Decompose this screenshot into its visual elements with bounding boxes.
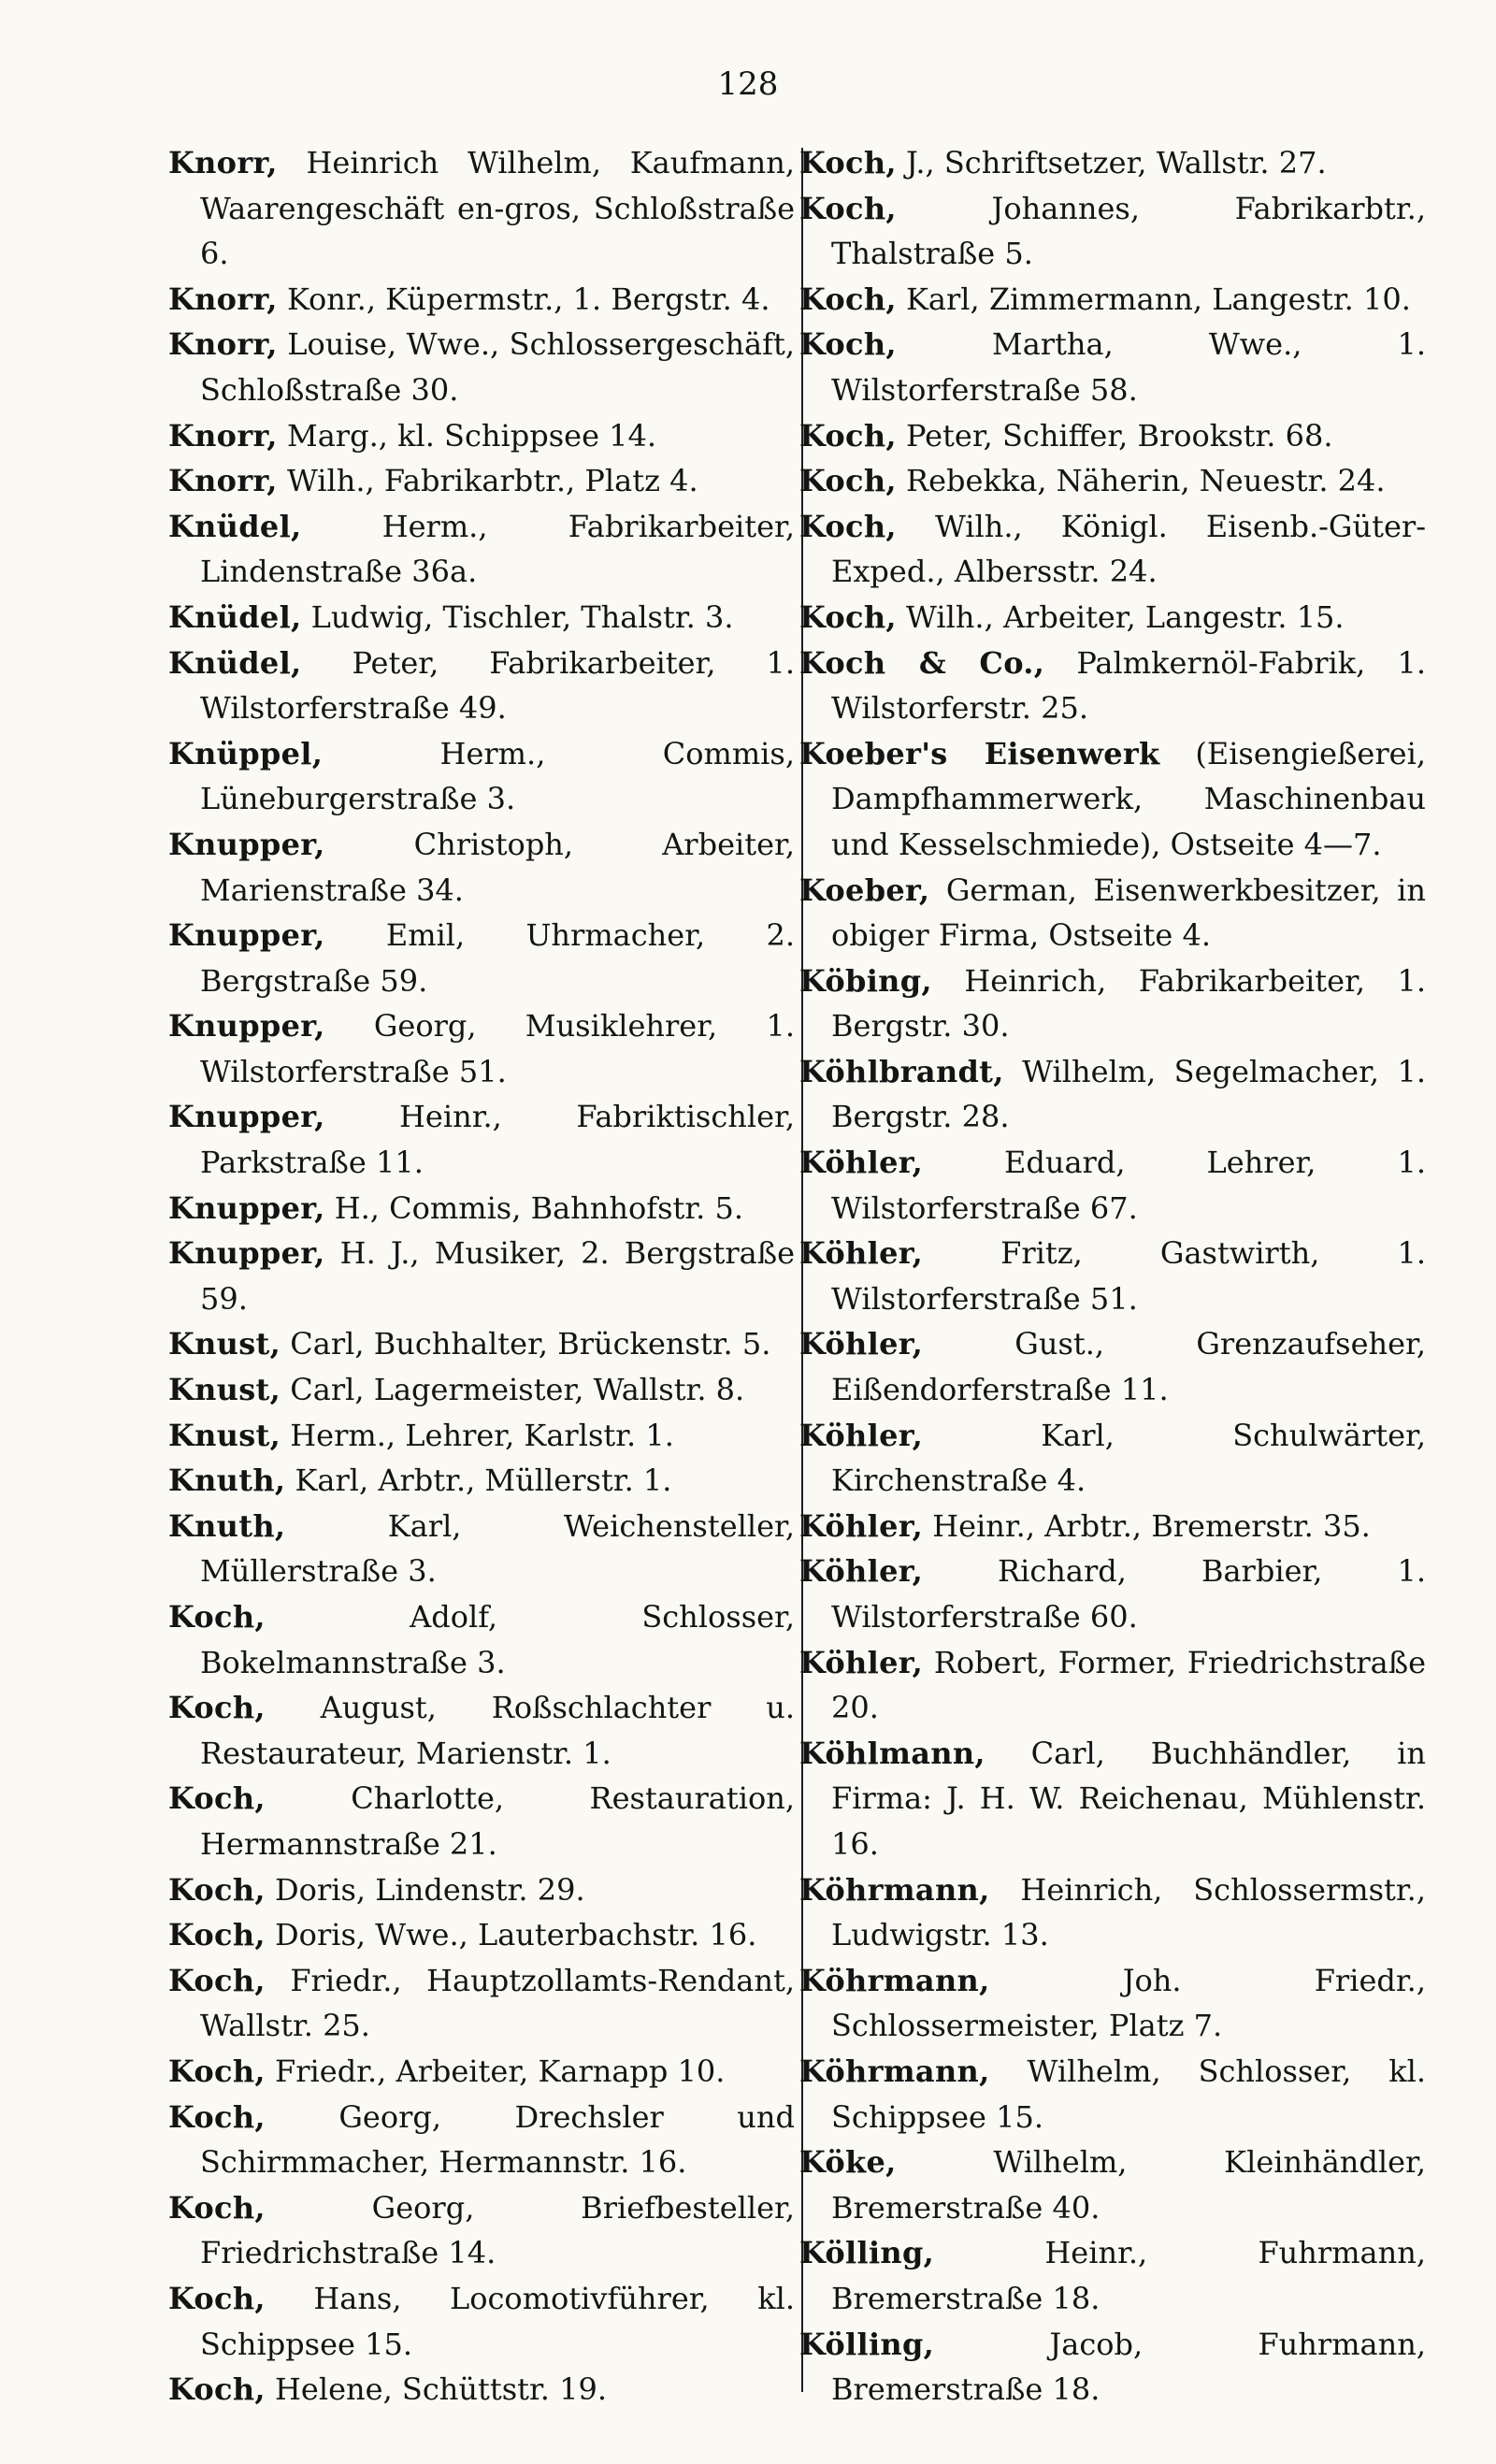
directory-entry — [168, 140, 795, 277]
entry-details: August, Roßschlachter u. Restaurateur, Marienstr. 1. — [200, 1690, 795, 1771]
directory-entry — [799, 1504, 1426, 1549]
right-column — [799, 140, 1426, 2413]
entry-surname: Knüdel, — [168, 644, 302, 681]
entry-details: Heinrich, Fabrikarbeiter, 1. Bergstr. 30. — [831, 962, 1427, 1045]
entry-details: Marg., kl. Schippsee 14. — [286, 417, 657, 454]
directory-entry — [799, 2230, 1426, 2321]
entry-surname: Knüdel, — [168, 598, 302, 635]
entry-surname: Köke, — [799, 2144, 897, 2181]
entry-details: Carl, Buchhändler, in Firma: J. H. W. Reichenau, Mühlenstr. 16. — [831, 1735, 1426, 1862]
directory-entry — [799, 2049, 1426, 2140]
entry-surname: Kölling, — [799, 2235, 935, 2271]
entry-surname: Köhlbrandt, — [799, 1053, 1004, 1089]
directory-entry — [799, 186, 1426, 277]
directory-entry — [799, 2322, 1426, 2413]
directory-entry — [799, 504, 1426, 595]
entry-surname: Koch, — [799, 463, 897, 499]
entry-surname: Köhlmann, — [799, 1735, 985, 1771]
entry-surname: Koch, — [168, 2189, 266, 2226]
directory-entry — [168, 322, 795, 412]
directory-entry — [168, 2276, 795, 2367]
directory-entry — [799, 1867, 1426, 1958]
directory-entry — [168, 1003, 795, 1094]
directory-entry — [168, 2049, 795, 2095]
directory-entry — [168, 277, 795, 323]
entry-surname: Koch, — [168, 2098, 266, 2135]
directory-entry — [799, 1640, 1426, 1731]
entry-details: H. J., Musiker, 2. Bergstraße 59. — [200, 1235, 796, 1317]
entry-details: Friedr., Hauptzollamts-Rendant, Wallstr. 25. — [200, 1962, 796, 2044]
directory-entry — [168, 1367, 795, 1413]
page-number: 128 — [717, 65, 779, 103]
directory-entry — [168, 1321, 795, 1367]
entry-surname: Köbing, — [799, 962, 932, 999]
entry-surname: Knorr, — [168, 463, 278, 499]
directory-entry — [799, 1321, 1426, 1412]
directory-entry — [168, 1867, 795, 1913]
entry-details: Karl, Zimmermann, Langestr. 10. — [906, 281, 1411, 317]
entry-details: Georg, Briefbesteller, Friedrichstraße 14. — [200, 2189, 796, 2271]
directory-entry — [168, 595, 795, 641]
directory-entry — [799, 1049, 1426, 1140]
directory-entry — [799, 1549, 1426, 1639]
entry-details: Fritz, Gastwirth, 1. Wilstorferstraße 51. — [831, 1235, 1427, 1317]
entry-surname: Knüppel, — [168, 735, 324, 771]
entry-surname: Knuth, — [168, 1507, 286, 1544]
entry-surname: Köhrmann, — [799, 1871, 990, 1908]
directory-entry — [799, 1958, 1426, 2049]
directory-entry — [168, 2185, 795, 2276]
entry-surname: Knupper, — [168, 1235, 325, 1272]
directory-entry — [799, 1140, 1426, 1231]
directory-entry — [168, 1413, 795, 1459]
entry-surname: Koch, — [799, 190, 897, 226]
entry-details: Konr., Küpermstr., 1. Bergstr. 4. — [286, 281, 770, 317]
entry-surname: Koch, — [799, 281, 897, 317]
entry-details: Wilh., Fabrikarbtr., Platz 4. — [286, 463, 698, 499]
directory-entry — [168, 2367, 795, 2413]
entry-surname: Koch, — [168, 1599, 266, 1635]
entry-details: Christoph, Arbeiter, Marienstraße 34. — [200, 826, 795, 908]
entry-surname: Köhler, — [799, 1644, 924, 1680]
entry-details: Herm., Lehrer, Karlstr. 1. — [290, 1417, 674, 1453]
entry-surname: Kölling, — [799, 2326, 935, 2362]
entry-details: Wilh., Arbeiter, Langestr. 15. — [906, 598, 1345, 635]
entry-surname: Köhler, — [799, 1417, 924, 1453]
directory-entry — [168, 822, 795, 913]
entry-details: Palmkernöl-Fabrik, 1. Wilstorferstr. 25. — [831, 644, 1426, 727]
entry-details: Wilhelm, Segelmacher, 1. Bergstr. 28. — [831, 1053, 1427, 1135]
entry-surname: Knust, — [168, 1372, 281, 1408]
directory-entry — [168, 413, 795, 459]
directory-entry — [168, 731, 795, 822]
entry-surname: Koch, — [168, 1917, 266, 1953]
entry-details: Peter, Schiffer, Brookstr. 68. — [906, 417, 1333, 454]
entry-surname: Koch, — [168, 2053, 266, 2089]
entry-details: Robert, Former, Friedrichstraße 20. — [831, 1644, 1426, 1726]
entry-surname: Koeber, — [799, 872, 930, 908]
directory-entry — [799, 458, 1426, 504]
entry-surname: Koch & Co., — [799, 644, 1045, 681]
entry-details: Martha, Wwe., 1. Wilstorferstraße 58. — [831, 326, 1427, 408]
directory-entry — [799, 958, 1426, 1049]
entry-surname: Knupper, — [168, 917, 325, 954]
entry-surname: Knupper, — [168, 1008, 325, 1045]
entry-details: Wilhelm, Schlosser, kl. Schippsee 15. — [831, 2053, 1427, 2135]
entry-surname: Knupper, — [168, 826, 325, 862]
entry-details: Heinr., Fuhrmann, Bremerstraße 18. — [831, 2235, 1427, 2316]
entry-details: Richard, Barbier, 1. Wilstorferstraße 60. — [831, 1553, 1427, 1635]
directory-entry — [799, 413, 1426, 459]
directory-entry — [168, 1776, 795, 1866]
directory-entry — [799, 1731, 1426, 1867]
entry-details: Charlotte, Restauration, Hermannstraße 21. — [200, 1780, 795, 1862]
entry-details: Doris, Wwe., Lauterbachstr. 16. — [275, 1917, 757, 1953]
entry-details: Rebekka, Näherin, Neuestr. 24. — [906, 463, 1386, 499]
entry-details: German, Eisenwerkbesitzer, in obiger Firma, Ostseite 4. — [831, 872, 1427, 954]
entry-details: Karl, Weichensteller, Müllerstraße 3. — [200, 1507, 796, 1590]
entry-details: Georg, Drechsler und Schirmmacher, Hermannstr. 16. — [200, 2098, 796, 2181]
entry-details: Heinr., Arbtr., Bremerstr. 35. — [932, 1507, 1371, 1544]
directory-entry — [168, 1186, 795, 1232]
entry-details: Emil, Uhrmacher, 2. Bergstraße 59. — [200, 917, 796, 999]
directory-entry — [799, 2140, 1426, 2230]
entry-surname: Köhler, — [799, 1235, 924, 1272]
entry-details: Wilhelm, Kleinhändler, Bremerstraße 40. — [831, 2144, 1427, 2226]
directory-entry — [168, 1504, 795, 1594]
directory-entry — [168, 913, 795, 1003]
entry-surname: Knust, — [168, 1326, 281, 1362]
directory-entry — [799, 140, 1426, 186]
directory-entry — [799, 322, 1426, 412]
directory-entry — [799, 868, 1426, 958]
left-column — [168, 140, 795, 2413]
entry-surname: Koch, — [168, 1962, 266, 1998]
entry-details: H., Commis, Bahnhofstr. 5. — [334, 1189, 744, 1226]
directory-entry — [799, 731, 1426, 868]
directory-entry — [799, 641, 1426, 731]
entry-details: Hans, Locomotivführer, kl. Schippsee 15. — [200, 2280, 796, 2362]
entry-details: Wilh., Königl. Eisenb.-Güter-Exped., Albersstr. 24. — [831, 508, 1427, 590]
entry-details: Herm., Fabrikarbeiter, Lindenstraße 36a. — [200, 508, 796, 590]
directory-entry — [168, 641, 795, 731]
entry-details: Doris, Lindenstr. 29. — [275, 1871, 585, 1908]
entry-surname: Köhler, — [799, 1326, 924, 1362]
entry-surname: Koch, — [168, 1780, 266, 1817]
entry-surname: Koch, — [799, 417, 897, 454]
directory-entry — [799, 595, 1426, 641]
entry-surname: Knupper, — [168, 1189, 325, 1226]
entry-details: Gust., Grenzaufseher, Eißendorferstraße 11. — [831, 1326, 1426, 1408]
entry-surname: Koch, — [168, 2280, 266, 2316]
entry-details: Jacob, Fuhrmann, Bremerstraße 18. — [831, 2326, 1427, 2408]
directory-entry — [168, 1458, 795, 1504]
directory-entry — [799, 1413, 1426, 1504]
directory-entry — [799, 277, 1426, 323]
directory-entry — [168, 1594, 795, 1685]
entry-surname: Koch, — [168, 1690, 266, 1726]
entry-surname: Köhler, — [799, 1553, 924, 1590]
entry-surname: Köhler, — [799, 1507, 924, 1544]
entry-details: Adolf, Schlosser, Bokelmannstraße 3. — [200, 1599, 795, 1680]
entry-details: Joh. Friedr., Schlossermeister, Platz 7. — [831, 1962, 1427, 2044]
entry-surname: Köhrmann, — [799, 1962, 990, 1998]
entry-surname: Knorr, — [168, 281, 278, 317]
entry-details: Friedr., Arbeiter, Karnapp 10. — [275, 2053, 726, 2089]
entry-details: Georg, Musiklehrer, 1. Wilstorferstraße 51. — [200, 1008, 796, 1089]
directory-entry — [168, 1094, 795, 1185]
entry-details: Heinr., Fabriktischler, Parkstraße 11. — [200, 1099, 795, 1181]
entry-surname: Koch, — [168, 1871, 266, 1908]
entry-surname: Köhler, — [799, 1145, 924, 1181]
entry-details: Carl, Buchhalter, Brückenstr. 5. — [290, 1326, 771, 1362]
entry-surname: Koch, — [799, 508, 897, 544]
entry-details: Carl, Lagermeister, Wallstr. 8. — [290, 1372, 745, 1408]
directory-entry — [168, 1912, 795, 1958]
directory-entry — [168, 1685, 795, 1776]
entry-surname: Knorr, — [168, 417, 278, 454]
directory-entry — [168, 458, 795, 504]
entry-details: Louise, Wwe., Schlossergeschäft, Schloßstraße 30. — [200, 326, 796, 408]
entry-surname: Koch, — [799, 326, 897, 363]
entry-details: J., Schriftsetzer, Wallstr. 27. — [906, 145, 1327, 180]
entry-surname: Knupper, — [168, 1099, 325, 1135]
directory-entry — [168, 2095, 795, 2185]
entry-surname: Koch, — [168, 2371, 266, 2408]
entry-details: Herm., Commis, Lüneburgerstraße 3. — [200, 735, 795, 817]
entry-details: (Eisengießerei, Dampfhammerwerk, Maschinenbau und Kesselschmiede), Ostseite 4—7. — [831, 735, 1426, 862]
entry-details: Helene, Schüttstr. 19. — [275, 2371, 607, 2408]
entry-surname: Koch, — [799, 145, 897, 180]
directory-entry — [168, 504, 795, 595]
entry-surname: Knüdel, — [168, 508, 302, 544]
entry-details: Heinrich Wilhelm, Kaufmann, Waarengeschäft en-gros, Schloßstraße 6. — [200, 145, 796, 272]
entry-surname: Koch, — [799, 598, 897, 635]
entry-details: Karl, Arbtr., Müllerstr. 1. — [295, 1463, 672, 1499]
entry-details: Peter, Fabrikarbeiter, 1. Wilstorferstraße 49. — [200, 644, 795, 727]
entry-surname: Köhrmann, — [799, 2053, 990, 2089]
entry-surname: Knuth, — [168, 1463, 286, 1499]
entry-details: Karl, Schulwärter, Kirchenstraße 4. — [831, 1417, 1427, 1499]
directory-entry — [168, 1958, 795, 2049]
entry-details: Johannes, Fabrikarbtr., Thalstraße 5. — [831, 190, 1427, 272]
entry-details: Eduard, Lehrer, 1. Wilstorferstraße 67. — [831, 1145, 1427, 1226]
entry-details: Heinrich, Schlossermstr., Ludwigstr. 13. — [831, 1871, 1426, 1953]
directory-entry — [168, 1231, 795, 1321]
entry-surname: Knorr, — [168, 326, 278, 363]
entry-surname: Knust, — [168, 1417, 281, 1453]
entry-surname: Koeber's Eisenwerk — [799, 735, 1160, 771]
entry-details: Ludwig, Tischler, Thalstr. 3. — [310, 598, 734, 635]
entry-surname: Knorr, — [168, 145, 278, 180]
directory-entry — [799, 1231, 1426, 1321]
